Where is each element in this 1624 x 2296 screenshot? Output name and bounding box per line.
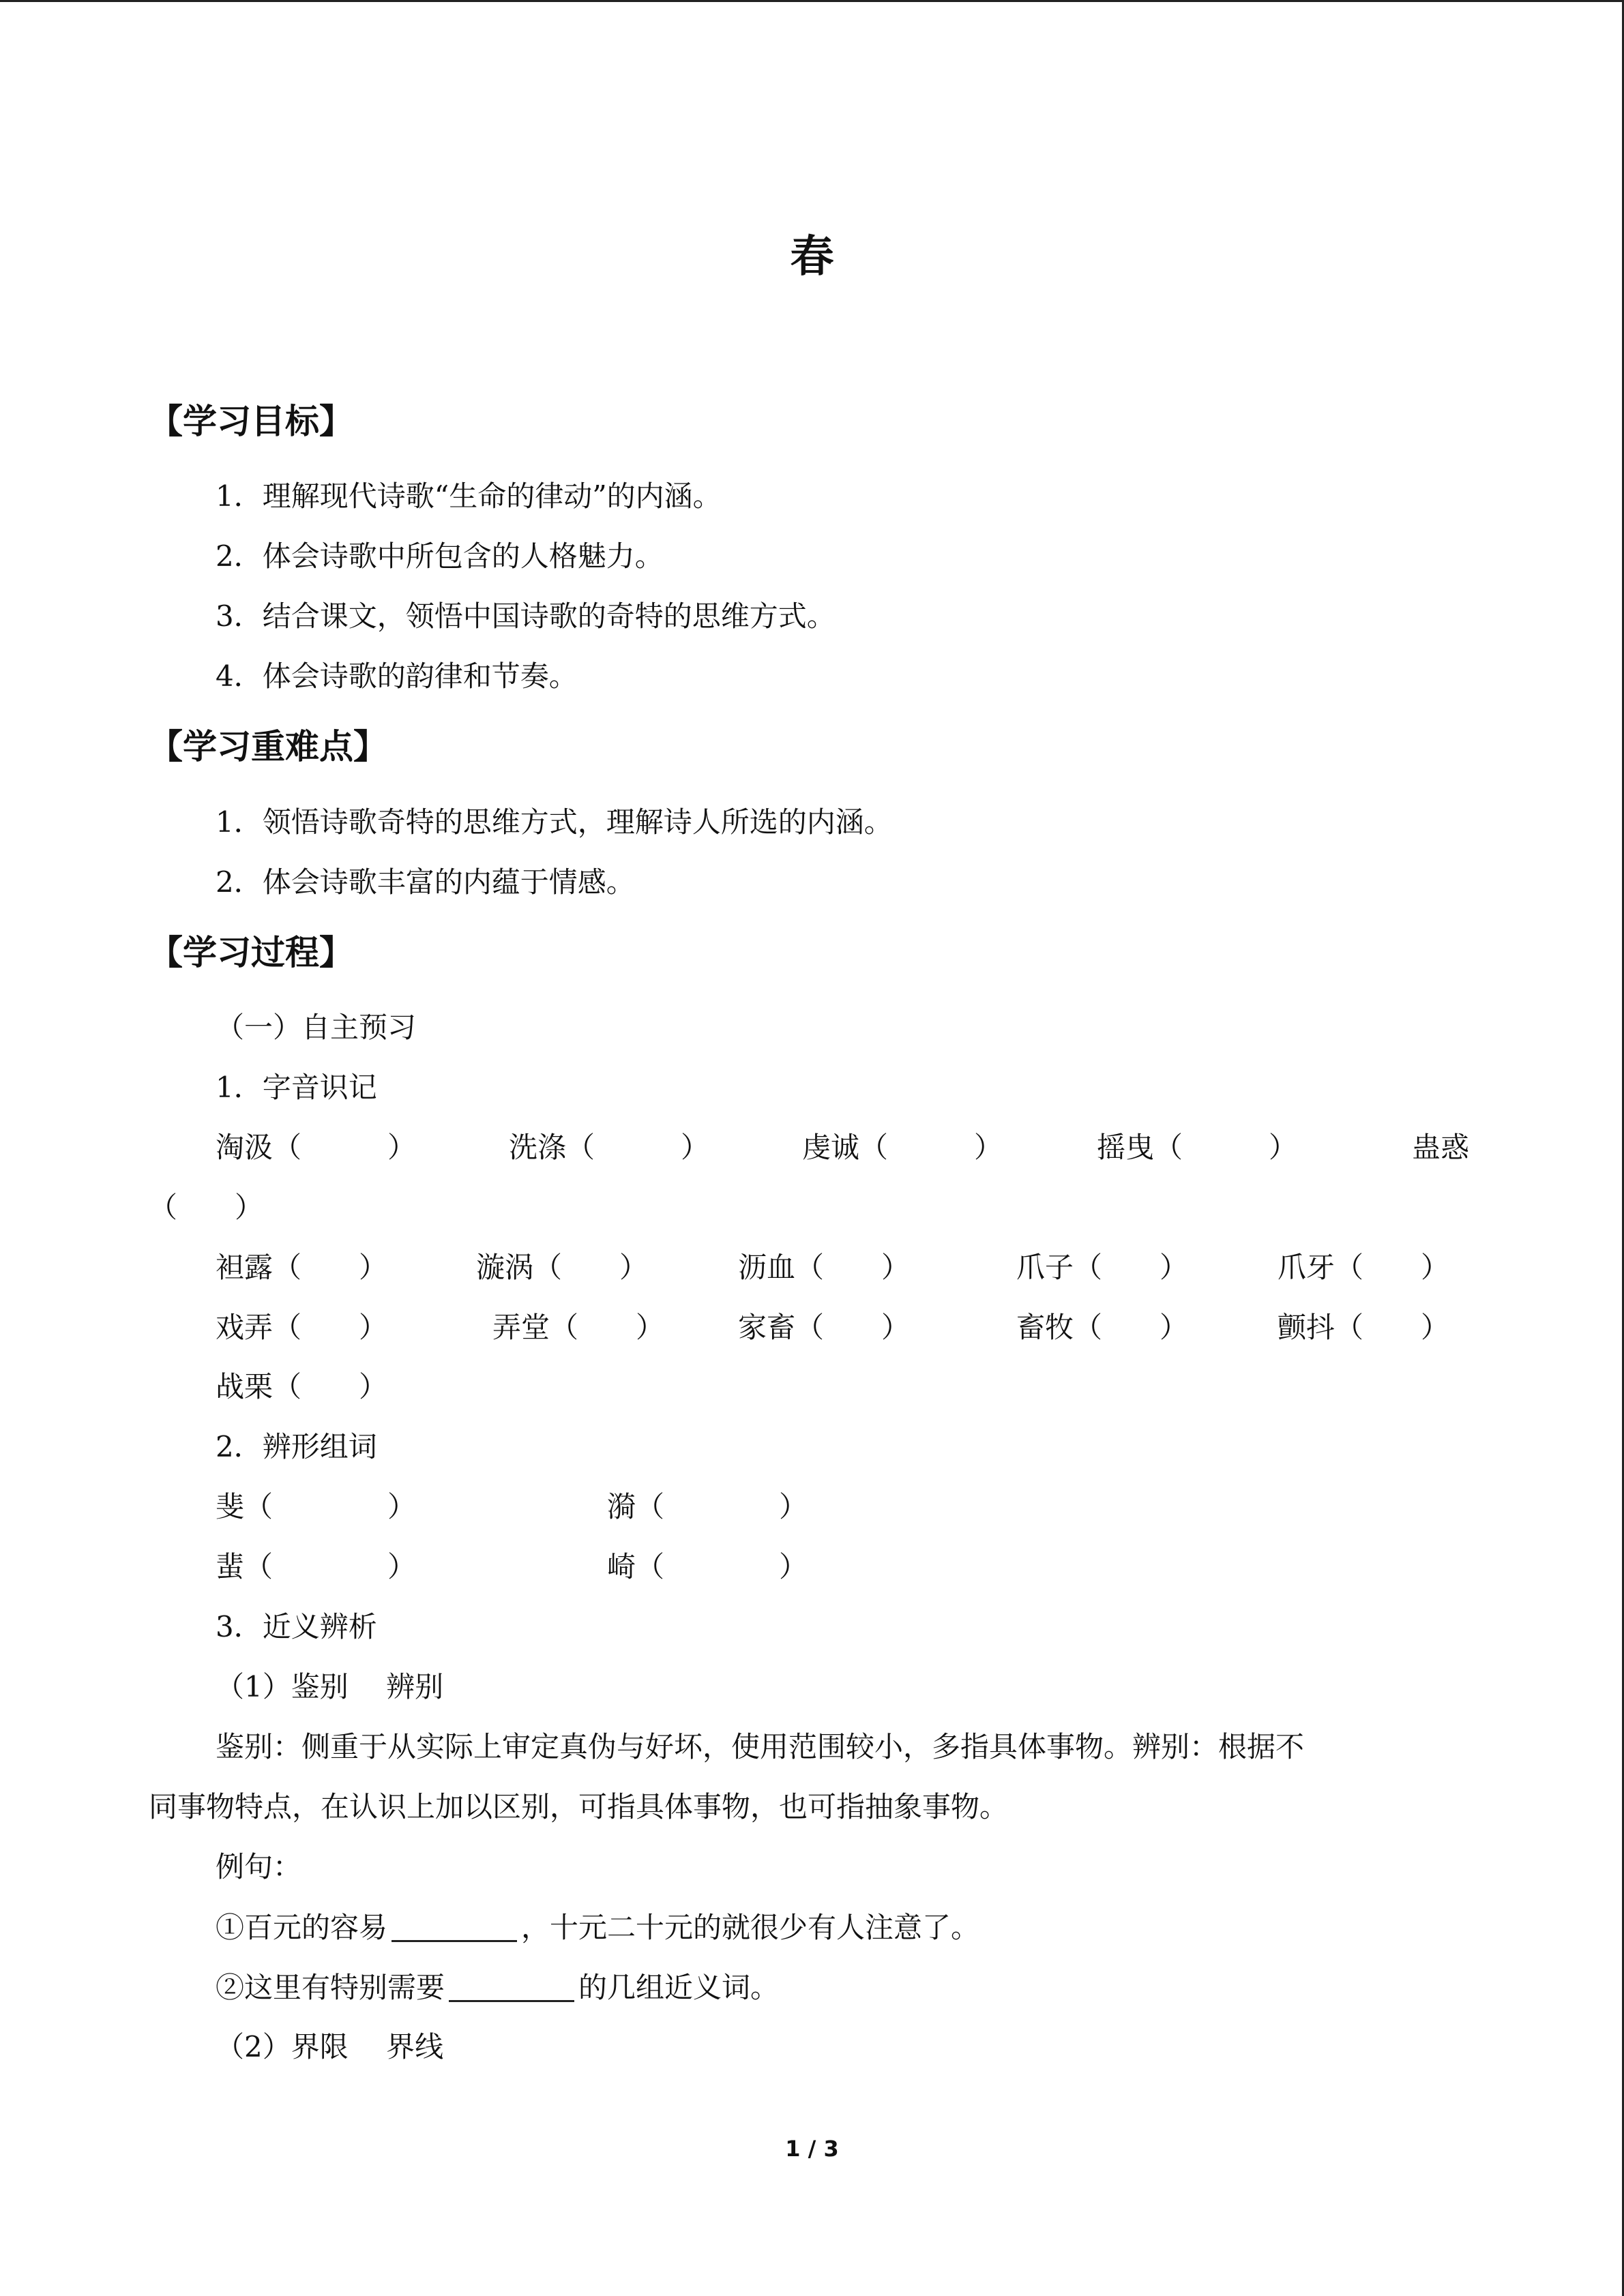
example-1-prefix: ①百元的容易 [216, 1911, 388, 1944]
explanation-line: 同事物特点，在认识上加以区别，可指具体事物，也可指抽象事物。 [149, 1790, 1009, 1823]
pronunciation-item: 畜牧（ ） [1016, 1311, 1189, 1344]
section-heading-process: 【学习过程】 [149, 933, 353, 972]
pronunciation-item: 袒露（ ） [216, 1251, 388, 1284]
pronunciation-item: 沥血（ ） [738, 1251, 911, 1284]
pronunciation-item: 淘汲（ ） [216, 1131, 417, 1164]
fill-blank-2[interactable] [449, 1973, 574, 2002]
word-formation-item: 斐（ ） [216, 1490, 417, 1523]
example-2-prefix: ②这里有特别需要 [216, 1971, 445, 2004]
pronunciation-item: 摇曳（ ） [1097, 1131, 1298, 1164]
goal-item: 2．体会诗歌中所包含的人格魅力。 [216, 539, 664, 573]
pronunciation-item: 爪子（ ） [1016, 1251, 1189, 1284]
page-border-top [0, 0, 1624, 2]
question-3-title: 3．近义辨析 [216, 1610, 377, 1643]
pronunciation-item: 漩涡（ ） [476, 1251, 649, 1284]
word-formation-item: 蜚（ ） [216, 1550, 417, 1583]
fill-blank-1[interactable] [392, 1913, 517, 1942]
example-sentence-1 [216, 1913, 979, 1942]
pronunciation-item-cont: （ ） [149, 1191, 264, 1224]
example-1-suffix: ，十元二十元的就很少有人注意了。 [521, 1911, 980, 1944]
goal-item: 3．结合课文，领悟中国诗歌的奇特的思维方式。 [216, 599, 836, 633]
page-number: 1 / 3 [785, 2136, 839, 2162]
example-sentence-2 [216, 1973, 779, 2002]
word-formation-item: 崎（ ） [607, 1550, 808, 1583]
pronunciation-item: 家畜（ ） [738, 1311, 911, 1344]
pronunciation-item: 弄堂（ ） [492, 1311, 665, 1344]
subsection-preview: （一）自主预习 [216, 1011, 417, 1044]
synonym-pair-1: （1）鉴别 辨别 [216, 1670, 444, 1703]
goal-item: 4．体会诗歌的韵律和节奏。 [216, 659, 578, 693]
pronunciation-item: 戏弄（ ） [216, 1311, 388, 1344]
synonym-pair-2: （2）界限 界线 [216, 2030, 444, 2063]
pronunciation-item: 爪牙（ ） [1278, 1251, 1450, 1284]
word-formation-item: 漪（ ） [607, 1490, 808, 1523]
pronunciation-item: 蛊惑 [1412, 1131, 1470, 1164]
pronunciation-item: 战栗（ ） [216, 1370, 388, 1403]
question-2-title: 2．辨形组词 [216, 1430, 377, 1463]
goal-item: 1．理解现代诗歌“生命的律动”的内涵。 [216, 479, 722, 513]
section-heading-key-points: 【学习重难点】 [149, 727, 387, 766]
question-1-title: 1．字音识记 [216, 1071, 377, 1104]
explanation-line: 鉴别：侧重于从实际上审定真伪与好坏，使用范围较小，多指具体事物。辨别：根据不 [216, 1730, 1305, 1763]
section-heading-goals: 【学习目标】 [149, 402, 353, 441]
pronunciation-item: 虔诚（ ） [802, 1131, 1003, 1164]
key-point-item: 1．领悟诗歌奇特的思维方式，理解诗人所选的内涵。 [216, 805, 893, 839]
example-2-suffix: 的几组近义词。 [578, 1971, 780, 2004]
key-point-item: 2．体会诗歌丰富的内蕴于情感。 [216, 865, 635, 899]
example-label: 例句： [216, 1850, 302, 1883]
pronunciation-item: 颤抖（ ） [1278, 1311, 1450, 1344]
pronunciation-item: 洗涤（ ） [509, 1131, 710, 1164]
page-title: 春 [790, 231, 834, 282]
